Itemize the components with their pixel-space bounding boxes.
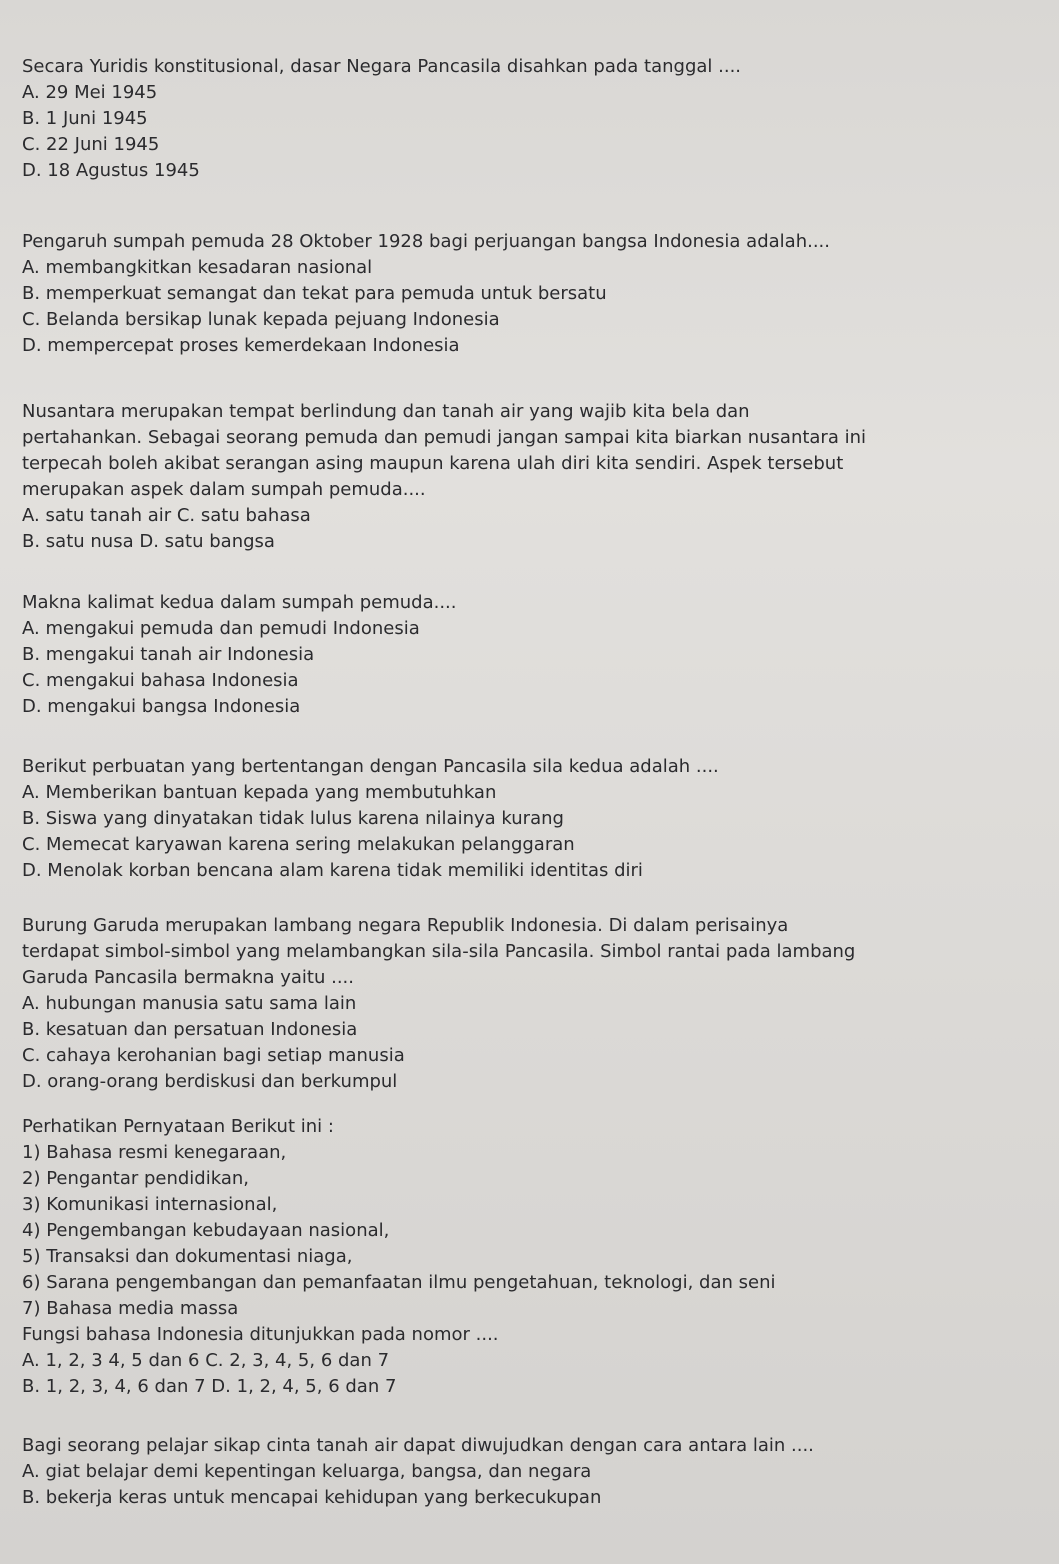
option-b: B. bekerja keras untuk mencapai kehidupan yang berkecukupan (22, 1487, 602, 1508)
option-d: D. mengakui bangsa Indonesia (22, 696, 301, 717)
question-7 (22, 1114, 1022, 1400)
question-text-line-2: pertahankan. Sebagai seorang pemuda dan pemudi jangan sampai kita biarkan nusantara ini (22, 427, 866, 448)
statement-2: 2) Pengantar pendidikan, (22, 1168, 249, 1189)
statement-6: 6) Sarana pengembangan dan pemanfaatan ilmu pengetahuan, teknologi, dan seni (22, 1272, 776, 1293)
statement-1: 1) Bahasa resmi kenegaraan, (22, 1142, 287, 1163)
option-b: B. mengakui tanah air Indonesia (22, 644, 315, 665)
option-c: C. mengakui bahasa Indonesia (22, 670, 299, 691)
statement-4: 4) Pengembangan kebudayaan nasional, (22, 1220, 390, 1241)
option-b: B. kesatuan dan persatuan Indonesia (22, 1019, 358, 1040)
question-text: Makna kalimat kedua dalam sumpah pemuda.... (22, 592, 457, 613)
option-b: B. 1 Juni 1945 (22, 108, 148, 129)
option-a: A. Memberikan bantuan kepada yang membutuhkan (22, 782, 497, 803)
question-8 (22, 1433, 1022, 1511)
question-text: Bagi seorang pelajar sikap cinta tanah air dapat diwujudkan dengan cara antara lain .... (22, 1435, 814, 1456)
question-text-line-4: merupakan aspek dalam sumpah pemuda.... (22, 479, 426, 500)
option-a: A. 29 Mei 1945 (22, 82, 158, 103)
question-3 (22, 399, 1022, 555)
option-c: C. 22 Juni 1945 (22, 134, 160, 155)
option-b-d: B. satu nusa D. satu bangsa (22, 531, 275, 552)
option-b: B. Siswa yang dinyatakan tidak lulus karena nilainya kurang (22, 808, 564, 829)
question-text: Pengaruh sumpah pemuda 28 Oktober 1928 bagi perjuangan bangsa Indonesia adalah.... (22, 231, 830, 252)
option-c: C. Memecat karyawan karena sering melakukan pelanggaran (22, 834, 575, 855)
option-d: D. mempercepat proses kemerdekaan Indonesia (22, 335, 460, 356)
statement-7: 7) Bahasa media massa (22, 1298, 239, 1319)
question-text-line-3: terpecah boleh akibat serangan asing maupun karena ulah diri kita sendiri. Aspek tersebut (22, 453, 844, 474)
question-2 (22, 229, 1022, 359)
question-text-line-3: Garuda Pancasila bermakna yaitu .... (22, 967, 354, 988)
question-5 (22, 754, 1022, 884)
question-text: Berikut perbuatan yang bertentangan dengan Pancasila sila kedua adalah .... (22, 756, 719, 777)
option-a: A. giat belajar demi kepentingan keluarga, bangsa, dan negara (22, 1461, 592, 1482)
statement-3: 3) Komunikasi internasional, (22, 1194, 278, 1215)
option-d: D. 18 Agustus 1945 (22, 160, 200, 181)
option-b: B. memperkuat semangat dan tekat para pemuda untuk bersatu (22, 283, 607, 304)
question-intro: Perhatikan Pernyataan Berikut ini : (22, 1116, 334, 1137)
question-6 (22, 913, 1022, 1095)
question-text: Secara Yuridis konstitusional, dasar Negara Pancasila disahkan pada tanggal .... (22, 56, 742, 77)
question-4 (22, 590, 1022, 720)
option-c: C. cahaya kerohanian bagi setiap manusia (22, 1045, 405, 1066)
question-1 (22, 54, 1022, 184)
option-d: D. orang-orang berdiskusi dan berkumpul (22, 1071, 398, 1092)
option-b-d: B. 1, 2, 3, 4, 6 dan 7 D. 1, 2, 4, 5, 6 dan 7 (22, 1376, 397, 1397)
option-a-c: A. 1, 2, 3 4, 5 dan 6 C. 2, 3, 4, 5, 6 dan 7 (22, 1350, 390, 1371)
option-d: D. Menolak korban bencana alam karena tidak memiliki identitas diri (22, 860, 643, 881)
option-a: A. membangkitkan kesadaran nasional (22, 257, 373, 278)
option-a: A. hubungan manusia satu sama lain (22, 993, 357, 1014)
option-a: A. mengakui pemuda dan pemudi Indonesia (22, 618, 420, 639)
question-text: Fungsi bahasa Indonesia ditunjukkan pada nomor .... (22, 1324, 499, 1345)
option-c: C. Belanda bersikap lunak kepada pejuang Indonesia (22, 309, 500, 330)
question-text-line-1: Burung Garuda merupakan lambang negara Republik Indonesia. Di dalam perisainya (22, 915, 789, 936)
question-text-line-1: Nusantara merupakan tempat berlindung dan tanah air yang wajib kita bela dan (22, 401, 750, 422)
question-text-line-2: terdapat simbol-simbol yang melambangkan sila-sila Pancasila. Simbol rantai pada lambang (22, 941, 856, 962)
statement-5: 5) Transaksi dan dokumentasi niaga, (22, 1246, 353, 1267)
option-a-c: A. satu tanah air C. satu bahasa (22, 505, 311, 526)
